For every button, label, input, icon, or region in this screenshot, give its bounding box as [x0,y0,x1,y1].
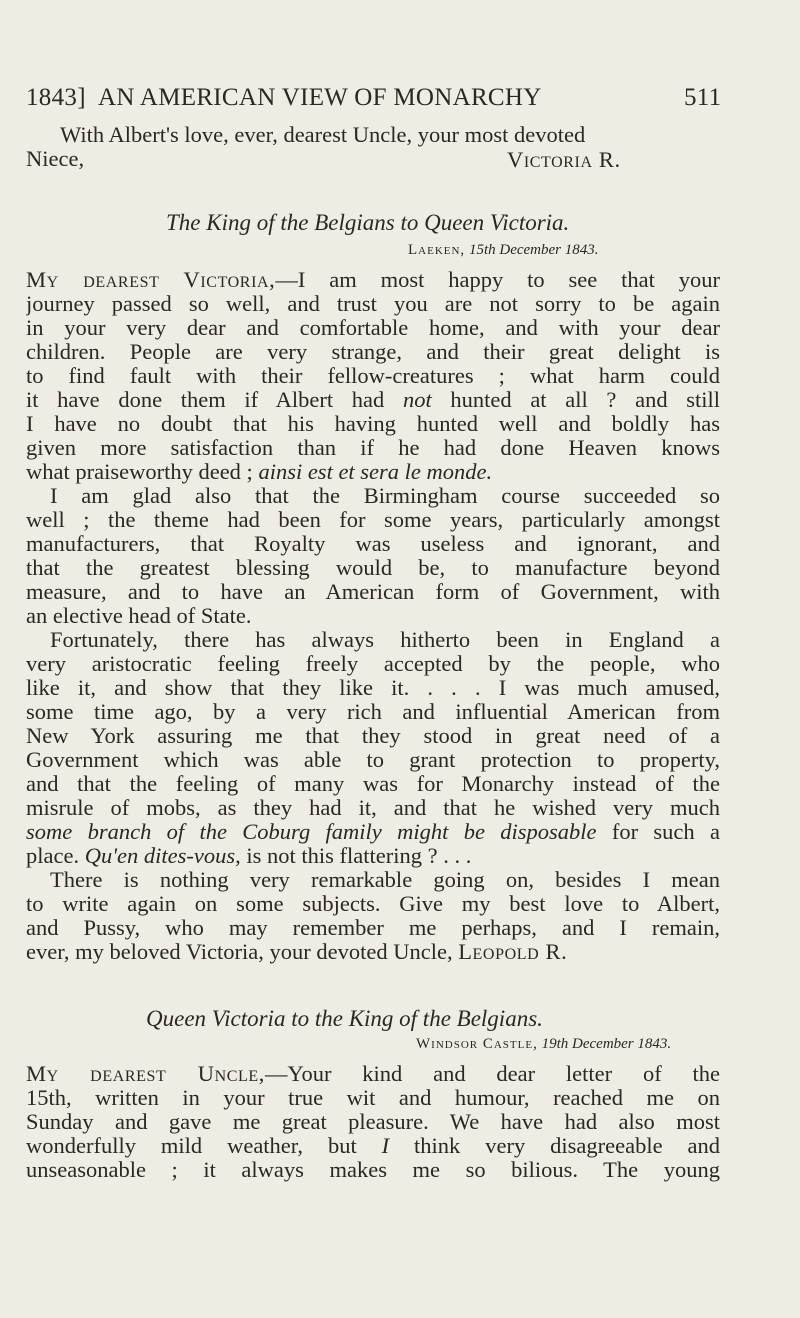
text-line: given more satisfaction than if he had done Heaven knows [26,436,720,460]
text-line: Sunday and gave me great pleasure. We have had also most [26,1110,720,1134]
letter-dateline [408,242,599,259]
text-line: to find fault with their fellow-creatures ; what harm could [26,364,720,388]
text-line: My dearest Uncle,—Your kind and dear letter of the [26,1062,720,1086]
letter-body [26,1062,720,1182]
text-line: unseasonable ; it always makes me so bilious. The young [26,1158,720,1182]
text-line: some branch of the Coburg family might be disposable for such a [26,820,720,844]
letter-title: Queen Victoria to the King of the Belgians. [146,1006,543,1031]
letter-body [26,268,720,964]
text-line: manufacturers, that Royalty was useless and ignorant, and [26,532,720,556]
text-line: Fortunately, there has always hitherto been in England a [50,628,720,652]
salutation: My dearest Uncle, [26,1062,266,1086]
text-line: very aristocratic feeling freely accepted by the people, who [26,652,720,676]
text-line: New York assuring me that they stood in great need of a [26,724,720,748]
running-title: AN AMERICAN VIEW OF MONARCHY [98,84,542,111]
text-line: what praiseworthy deed ; ainsi est et sera le monde. [26,460,493,484]
dateline-date: 19th December 1843. [541,1036,672,1052]
text-line: and that the feeling of many was for Monarchy instead of the [26,772,720,796]
closing-line: Niece, [26,147,85,171]
text-line: misrule of mobs, as they had it, and that he wished very much [26,796,720,820]
dateline-place: Windsor Castle, [416,1036,538,1052]
signature-leopold: Leopold R. [458,940,568,964]
salutation: My dearest Victoria, [26,268,276,292]
text-line: I have no doubt that his having hunted well and boldly has [26,412,720,436]
text-line: Government which was able to grant protection to property, [26,748,720,772]
text-line: place. Qu'en dites-vous, is not this flattering ? . . . [26,844,472,868]
text-line: in your very dear and comfortable home, and with your dear [26,316,720,340]
signature-victoria: Victoria R. [507,147,621,172]
text-line: well ; the theme had been for some years, particularly amongst [26,508,720,532]
text-line: an elective head of State. [26,604,252,628]
text-line: that the greatest blessing would be, to manufacture beyond [26,556,720,580]
letter-dateline [416,1036,671,1053]
text-line: ever, my beloved Victoria, your devoted Uncle, Leopold R. [26,940,568,964]
dateline-place: Laeken, [408,242,466,258]
letter-title: The King of the Belgians to Queen Victoria. [166,210,570,235]
text-line: some time ago, by a very rich and influential American from [26,700,720,724]
header-year: 1843] [26,84,86,111]
text-line: like it, and show that they like it. . . . I was much amused, [26,676,720,700]
text-line: and Pussy, who may remember me perhaps, and I remain, [26,916,720,940]
text-line: it have done them if Albert had not hunted at all ? and still [26,388,720,412]
text-line: measure, and to have an American form of Government, with [26,580,720,604]
page-number: 511 [684,84,722,111]
text-line: wonderfully mild weather, but I think very disagreeable and [26,1134,720,1158]
text-line: journey passed so well, and trust you are not sorry to be again [26,292,720,316]
dateline-date: 15th December 1843. [468,242,599,258]
text-line: children. People are very strange, and their great delight is [26,340,720,364]
text-line: There is nothing very remarkable going on, besides I mean [50,868,720,892]
text-line: to write again on some subjects. Give my best love to Albert, [26,892,720,916]
closing-line: With Albert's love, ever, dearest Uncle, your most devoted [60,123,586,147]
text-line: My dearest Victoria,—I am most happy to see that your [26,268,720,292]
text-line: 15th, written in your true wit and humour, reached me on [26,1086,720,1110]
text-line: I am glad also that the Birmingham course succeeded so [50,484,720,508]
